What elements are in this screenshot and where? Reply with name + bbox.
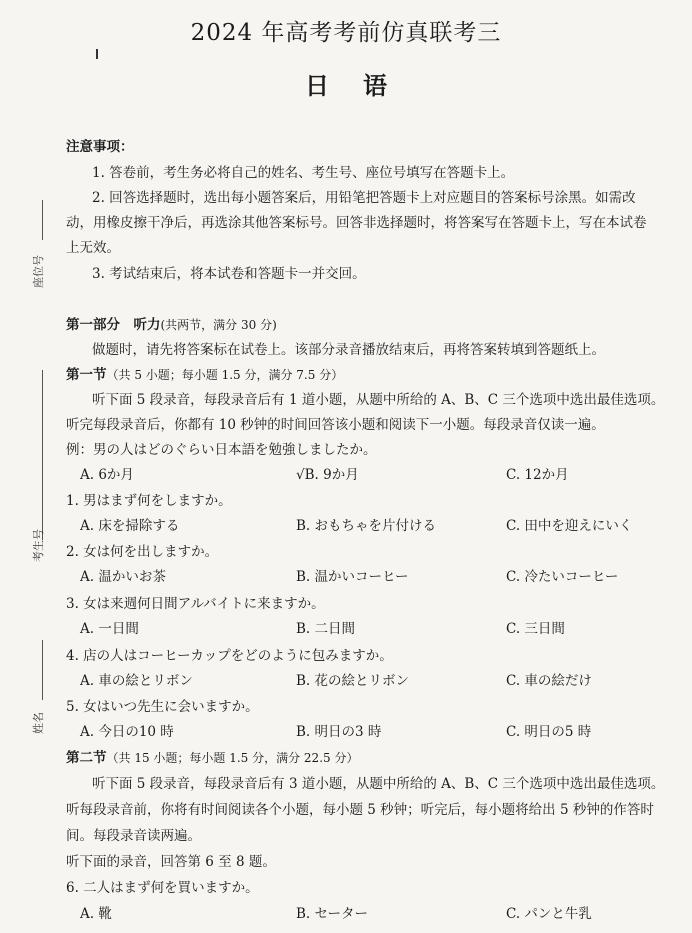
question-2-option-b: B. 温かいコーヒー	[296, 569, 409, 585]
question-3-option-c: C. 三日間	[506, 621, 565, 637]
notice-item-2-cont: 动，用橡皮擦干净后，再选涂其他答案标号。回答非选择题时，将答案写在答题卡上，写在本试卷	[66, 215, 647, 231]
section2-instruction-1: 听下面 5 段录音，每段录音后有 3 道小题，从题中所给的 A、B、C 三个选项中选出最佳选项。	[92, 776, 665, 792]
section2-title: 第二节	[66, 750, 107, 766]
question-6-option-c: C. パンと牛乳	[506, 906, 592, 922]
question-2: 2. 女は何を出しますか。	[66, 544, 219, 560]
margin-exam-no-label: 考生号	[32, 529, 45, 562]
question-4-option-b: B. 花の絵とリボン	[296, 673, 410, 689]
part1-note: (共两节，满分 30 分)	[160, 318, 277, 332]
part1-instruction: 做题时，请先将答案标在试卷上。该部分录音播放结束后，再将答案转填到答题纸上。	[92, 342, 605, 358]
exam-title: 2024 年高考考前仿真联考三	[190, 20, 502, 46]
question-6: 6. 二人はまず何を買いますか。	[66, 880, 259, 896]
notice-item-1: 1. 答卷前，考生务必将自己的姓名、考生号、座位号填写在答题卡上。	[92, 165, 515, 181]
question-5-option-b: B. 明日の3 時	[296, 724, 382, 740]
section1-heading	[66, 366, 343, 384]
scan-mark	[96, 49, 98, 59]
margin-seat-label: 座位号	[32, 255, 45, 288]
section1-instruction-1: 听下面 5 段录音，每段录音后有 1 道小题，从题中所给的 A、B、C 三个选项中选出最佳选项。	[92, 392, 665, 408]
notice-heading: 注意事项：	[66, 139, 134, 155]
example-option-c: C. 12か月	[506, 467, 569, 483]
question-1-option-a: A. 床を掃除する	[80, 518, 180, 534]
question-2-option-c: C. 冷たいコーヒー	[506, 569, 619, 585]
example-question: 例：男の人はどのぐらい日本語を勉強しましたか。	[66, 442, 377, 458]
question-3-option-b: B. 二日間	[296, 621, 356, 637]
section2-sub-instruction: 听下面的录音，回答第 6 至 8 题。	[66, 854, 276, 870]
section2-heading	[66, 749, 358, 767]
section1-title: 第一节	[66, 367, 107, 383]
notice-item-2: 2. 回答选择题时，选出每小题答案后，用铅笔把答题卡上对应题目的答案标号涂黑。如需改	[92, 190, 636, 206]
question-4-option-c: C. 車の絵だけ	[506, 673, 592, 689]
section2-note: （共 15 小题；每小题 1.5 分，满分 22.5 分）	[106, 751, 359, 765]
question-6-option-a: A. 靴	[80, 906, 112, 922]
section2-instruction-2: 听每段录音前，你将有时间阅读各个小题，每小题 5 秒钟；听完后，每小题将给出 5 秒钟的作答时	[66, 802, 654, 818]
question-5: 5. 女はいつ先生に会いますか。	[66, 699, 259, 715]
notice-item-2-end: 上无效。	[66, 240, 120, 256]
question-1-option-c: C. 田中を迎えにいく	[506, 518, 633, 534]
question-1: 1. 男はまず何をしますか。	[66, 493, 232, 509]
margin-name-label: 姓名	[32, 712, 45, 734]
margin-line-name	[42, 640, 43, 700]
margin-line-seat	[42, 200, 43, 240]
example-option-b: √B. 9か月	[296, 467, 359, 483]
subject-title: 日语	[305, 72, 421, 100]
section1-note: （共 5 小题；每小题 1.5 分，满分 7.5 分）	[106, 368, 344, 382]
question-1-option-b: B. おもちゃを片付ける	[296, 518, 437, 534]
section2-instruction-3: 间。每段录音读两遍。	[66, 828, 201, 844]
question-4-option-a: A. 車の絵とリボン	[80, 673, 193, 689]
question-4: 4. 店の人はコーヒーカップをどのように包みますか。	[66, 648, 393, 664]
question-5-option-c: C. 明日の5 時	[506, 724, 592, 740]
section1-instruction-2: 听完每段录音后，你都有 10 秒钟的时间回答该小题和阅读下一小题。每段录音仅读一遍。	[66, 417, 605, 433]
margin-line-exam-no	[42, 370, 43, 540]
notice-item-3: 3. 考试结束后，将本试卷和答题卡一并交回。	[92, 266, 366, 282]
question-5-option-a: A. 今日の10 時	[80, 724, 174, 740]
question-3: 3. 女は来週何日間アルバイトに来ますか。	[66, 596, 325, 612]
part1-heading	[66, 316, 277, 334]
question-3-option-a: A. 一日間	[80, 621, 139, 637]
part1-title: 第一部分 听力	[66, 317, 161, 333]
question-6-option-b: B. セーター	[296, 906, 368, 922]
question-2-option-a: A. 温かいお茶	[80, 569, 166, 585]
example-option-a: A. 6か月	[80, 467, 134, 483]
